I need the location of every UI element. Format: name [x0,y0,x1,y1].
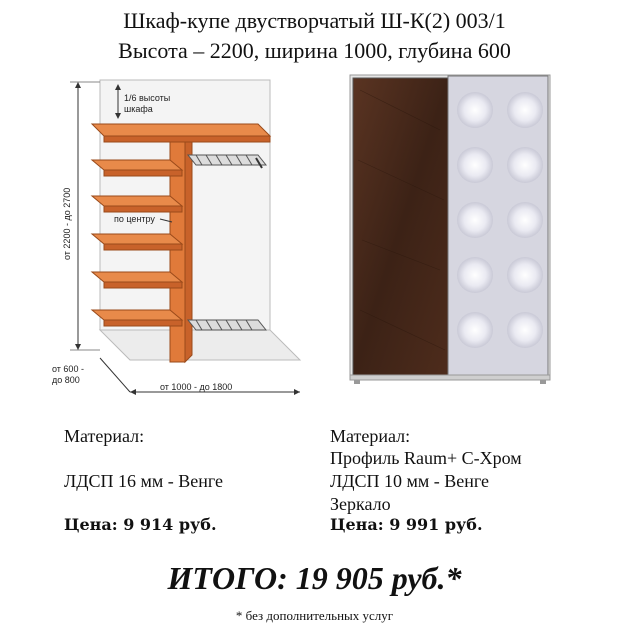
shelf [92,124,270,142]
center-note: по центру [114,214,155,224]
left-material-heading: Материал: [64,426,145,446]
total-price: ИТОГО: 19 905 руб.* [167,560,462,596]
right-material-line-1: Профиль Raum+ С-Хром [330,448,522,468]
shelf [92,234,182,250]
left-material-line: ЛДСП 16 мм - Венге [64,471,224,491]
width-label: от 1000 - до 1800 [160,382,233,392]
right-material-heading: Материал: [330,426,411,446]
footnote: * без дополнительных услуг [235,608,394,623]
shelf [92,196,182,212]
right-material-line-3: Зеркало [330,494,391,514]
doors-illustration [340,70,560,390]
wire-basket-bottom [188,320,266,330]
top-note-1: 1/6 высоты [124,93,171,103]
shelf [92,272,182,288]
page-subtitle: Высота – 2200, ширина 1000, глубина 600 [118,38,511,63]
top-note-2: шкафа [124,104,153,114]
depth-label-1: от 600 - [52,364,84,374]
floor-panel [100,330,300,360]
left-price: Цена: 9 914 руб. [64,515,217,534]
right-material-line-2: ЛДСП 10 мм - Венге [330,471,490,491]
right-price: Цена: 9 991 руб. [330,515,483,534]
shelf [92,160,182,176]
interior-diagram [0,72,330,402]
wenge-door [353,78,450,375]
height-label: от 2200 - до 2700 [62,187,72,260]
page-title: Шкаф-купе двустворчатый Ш-К(2) 003/1 [123,8,506,33]
depth-label-2: до 800 [52,375,80,385]
shelf [92,310,182,326]
depth-dimension-line [100,358,130,392]
